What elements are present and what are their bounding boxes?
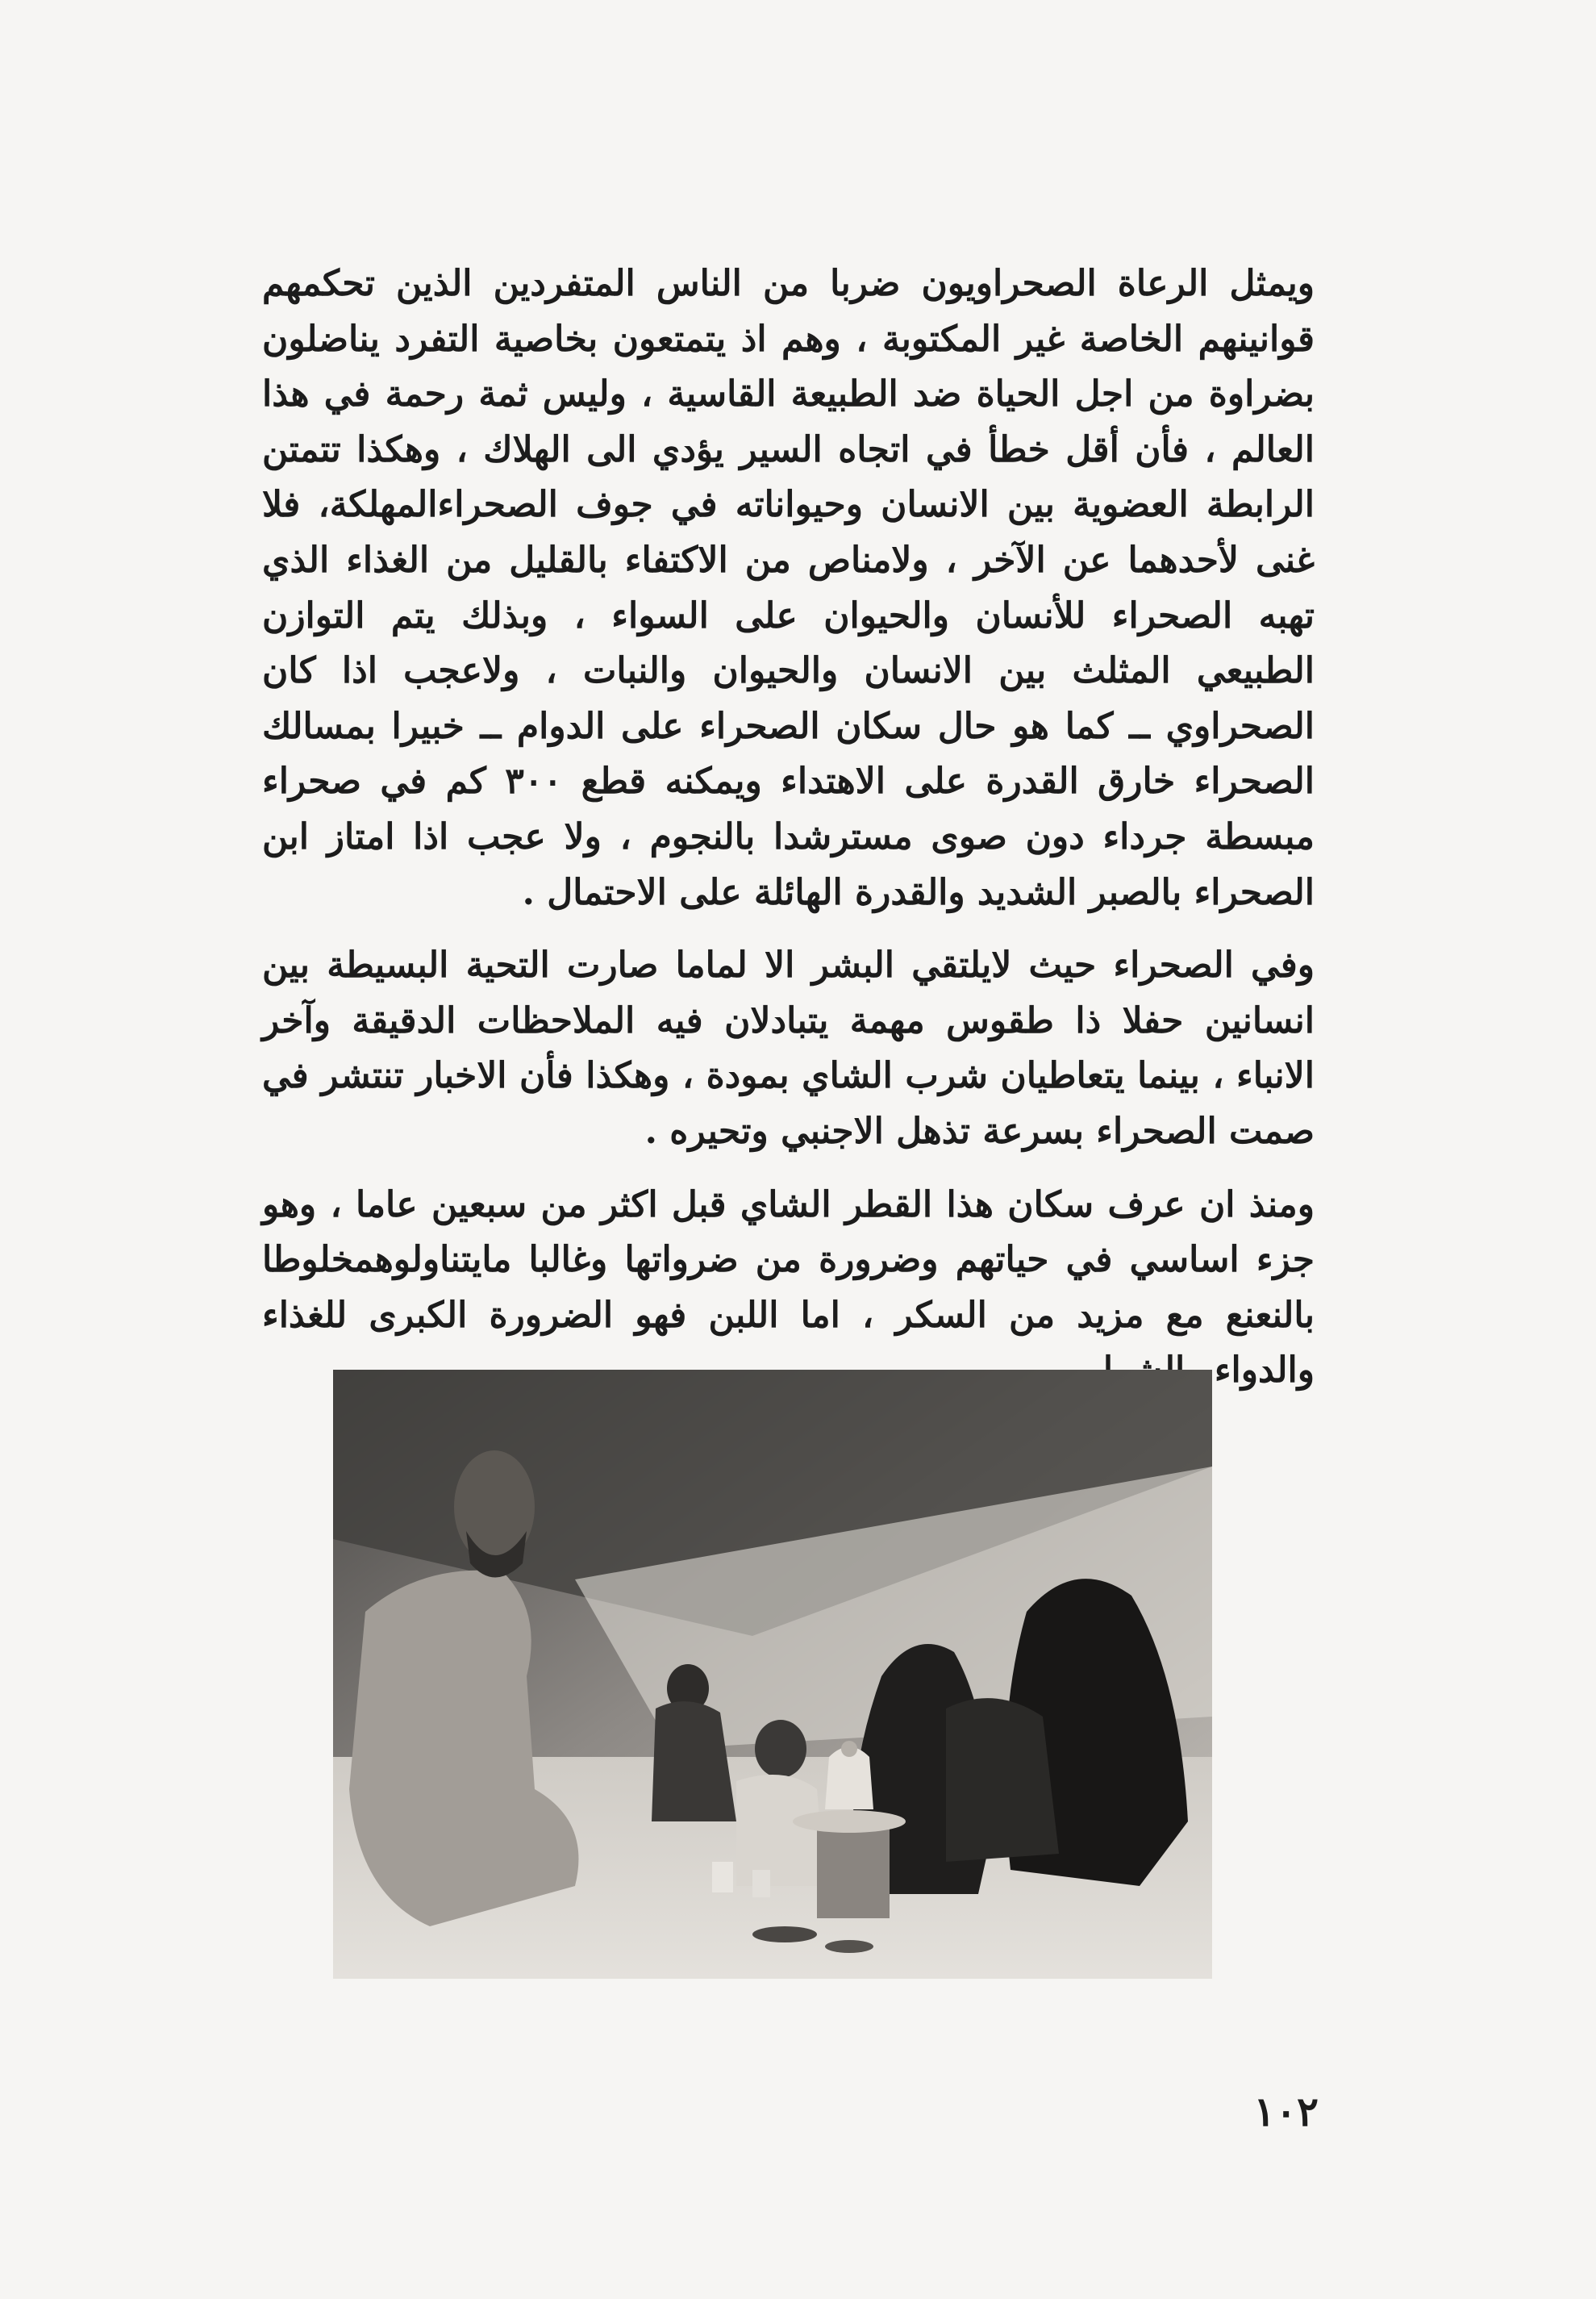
text-line: الصحراوي ــ كما هو حال سكان الصحراء على الدوام ــ خبيرا بمسالك	[262, 705, 1315, 747]
text-line: بالنعنع مع مزيد من السكر ، اما اللبن فهو الضرورة الكبرى للغذاء والدواء	[262, 1294, 1315, 1392]
text-line: الصحراء خارق القدرة على الاهتداء ويمكنه قطع ٣٠٠ كم في صحراء	[262, 761, 1315, 803]
text-line: هذا العالم ، فأن أقل خطأ في اتجاه السير يؤدي الى الهلاك ، وهكذا	[262, 373, 1315, 470]
teapot-lid	[841, 1741, 857, 1757]
text-line: وفي الصحراء حيث لايلتقي البشر الا لماما صارت التحية البسيطة	[327, 945, 1315, 987]
text-line: الطبيعي المثلث بين الانسان والحيوان والنبات ، ولاعجب اذا كان	[262, 650, 1315, 692]
photo-illustration	[333, 1370, 1212, 1979]
text-line: الصحراء بالصبر الشديد والقدرة الهائلة على الاحتمال .	[522, 871, 1315, 913]
text-line: بين انسانين حفلا ذا طقوس مهمة يتبادلان فيه الملاحظات الدقيقة وآخر	[262, 945, 1315, 1041]
tea-tray-stand	[817, 1821, 890, 1918]
paragraph-3	[262, 1178, 1315, 1399]
child-head	[755, 1720, 806, 1778]
photograph	[333, 1370, 1212, 1979]
tea-tray	[793, 1810, 906, 1833]
text-line: في صمت الصحراء بسرعة تذهل الاجنبي وتحيره .	[262, 1055, 1315, 1152]
text-line: وهو جزء اساسي في حياتهم وضرورة من ضرواتها وغالبا مايتناولوهمخلوطا	[262, 1183, 1315, 1281]
tea-glass	[712, 1862, 733, 1892]
dates	[825, 1940, 873, 1953]
text-line: الذي تهبه الصحراء للأنسان والحيوان على السواء ، وبذلك يتم التوازن	[262, 539, 1315, 636]
paragraph-1	[262, 257, 1315, 920]
child-body	[736, 1775, 825, 1886]
text-line: تتمتن الرابطة العضوية بين الانسان وحيواناته في جوف الصحراءالمهلكة،	[262, 428, 1315, 526]
text-line: بضراوة من اجل الحياة ضد الطبيعة القاسية ، وليس ثمة رحمة في	[323, 373, 1315, 415]
text-line: الانباء ، بينما يتعاطيان شرب الشاي بمودة ، وهكذا فأن الاخبار تنتشر	[321, 1055, 1315, 1097]
text-line: فلا غنى لأحدهما عن الآخر ، ولامناص من الاكتفاء بالقليل من الغذاء	[262, 484, 1315, 581]
paragraph-2	[262, 938, 1315, 1159]
text-line: ويمثل الرعاة الصحراويون ضربا من الناس المتفردين الذين تحكمهم	[262, 263, 1315, 304]
text-line: ومنذ ان عرف سكان هذا القطر الشاي قبل اكثر من سبعين عاما ،	[330, 1183, 1315, 1225]
text-line: مبسطة جرداء دون صوى مسترشدا بالنجوم ، ولا عجب اذا امتاز ابن	[262, 816, 1315, 857]
tea-glass	[752, 1870, 770, 1897]
dates	[752, 1926, 817, 1942]
text-line: قوانينهم الخاصة غير المكتوبة ، وهم اذ يتمتعون بخاصية التفرد يناضلون	[262, 318, 1315, 360]
page-number: ١٠٢	[1253, 2088, 1319, 2135]
veiled-woman-3	[946, 1698, 1059, 1862]
body-text	[262, 257, 1315, 1399]
